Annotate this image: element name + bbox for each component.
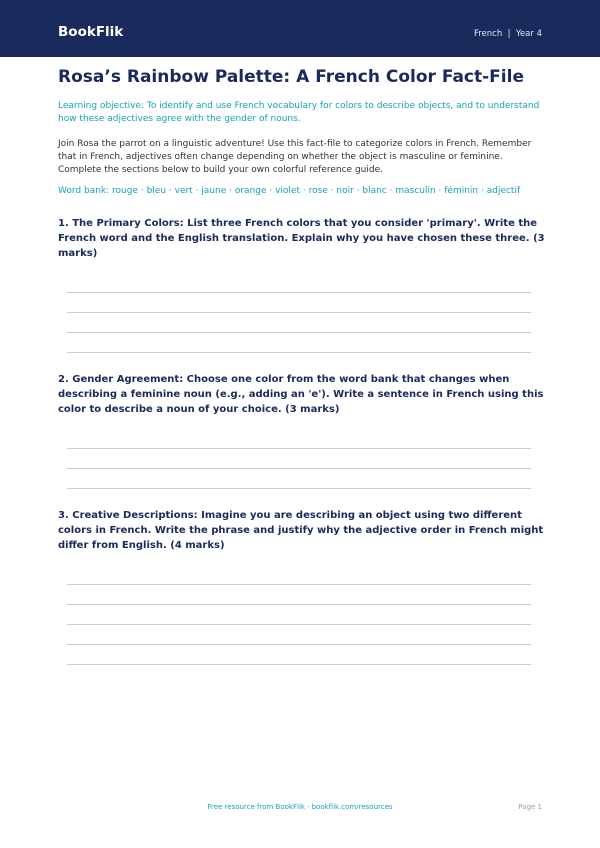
- answer-line[interactable]: [67, 468, 531, 469]
- subject-year-label: French | Year 4: [473, 29, 542, 39]
- question-1: 1. The Primary Colors: List three French colors that you consider 'primary'. Write the French word and the English translation. Explain why you have chosen these three. (3 marks): [58, 218, 545, 259]
- question-2: 2. Gender Agreement: Choose one color from the word bank that changes when describing a feminine noun (e.g., adding an 'e'). Write a sentence in French using this color to describe a noun of your choice. (3 marks): [58, 374, 544, 415]
- worksheet-title: Rosa’s Rainbow Palette: A French Color Fact-File: [58, 67, 524, 87]
- question-3: 3. Creative Descriptions: Imagine you are describing an object using two different colors in French. Write the phrase and justify why the adjective order in French might differ from English. (4 marks): [58, 510, 544, 551]
- answer-line[interactable]: [67, 312, 531, 313]
- answer-line[interactable]: [67, 624, 531, 625]
- answer-line[interactable]: [67, 584, 531, 585]
- footer-resource-link[interactable]: Free resource from BookFlik · bookflik.com/resources: [207, 803, 393, 811]
- answer-line[interactable]: [67, 604, 531, 605]
- page-number: Page 1: [518, 803, 542, 811]
- answer-line[interactable]: [67, 644, 531, 645]
- learning-objective: Learning objective: To identify and use French vocabulary for colors to describe objects, and to understand how these adjectives agree with the gender of nouns.: [58, 101, 540, 124]
- header-bar: [0, 0, 600, 57]
- answer-line[interactable]: [67, 664, 531, 665]
- answer-line[interactable]: [67, 488, 531, 489]
- answer-line[interactable]: [67, 352, 531, 353]
- intro-paragraph: Join Rosa the parrot on a linguistic adventure! Use this fact-file to categorize colors in French. Remember that in French, adjectives often change depending on whether the object is masculine or feminine. Complete the sections below to build your own colorful reference guide.: [58, 139, 532, 175]
- word-bank: Word bank: rouge · bleu · vert · jaune · orange · violet · rose · noir · blanc · masculin · féminin · adjectif: [58, 186, 521, 196]
- brand-logo-text: BookFlik: [58, 24, 124, 40]
- answer-line[interactable]: [67, 332, 531, 333]
- answer-line[interactable]: [67, 292, 531, 293]
- answer-line[interactable]: [67, 448, 531, 449]
